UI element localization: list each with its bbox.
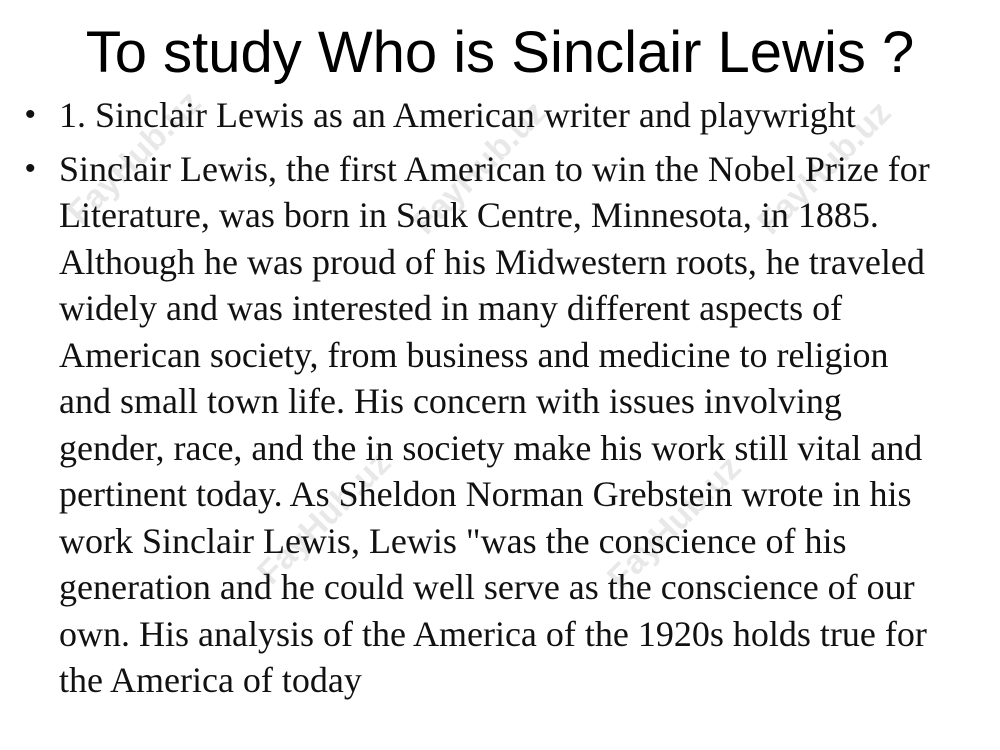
bullet-item [0, 92, 949, 139]
bullet-marker: • [25, 151, 36, 185]
watermark: FayHub.uz [600, 448, 749, 597]
bullet-marker: • [25, 98, 36, 131]
watermark: FayHub.uz [750, 93, 899, 242]
bullet-text: 1. Sinclair Lewis as an American writer and playwright [59, 95, 856, 135]
bullet-list [0, 92, 1000, 704]
bullet-text: Sinclair Lewis, the first American to win the Nobel Prize for Literature, was born in Sauk Centre, Minnesota, in 1885. Although he was proud of his Midwestern roots, he traveled widely and was interested in many different aspects of American society, from business and medicine to religion and small town life. His concern with issues involving gender, race, and the in society make his work still vital and pertinent today. As Sheldon Norman Grebstein wrote in his work Sinclair Lewis, Lewis "was the conscience of his generation and he could well serve as the conscience of our own. His analysis of the America of the 1920s holds true for the America of today [59, 148, 930, 700]
bullet-item [0, 146, 949, 704]
watermark: FayHub.uz [405, 93, 554, 242]
watermark: FayHub.uz [250, 443, 399, 592]
slide-title: To study Who is Sinclair Lewis ? [85, 20, 915, 85]
watermark: FayHub.uz [60, 83, 209, 232]
